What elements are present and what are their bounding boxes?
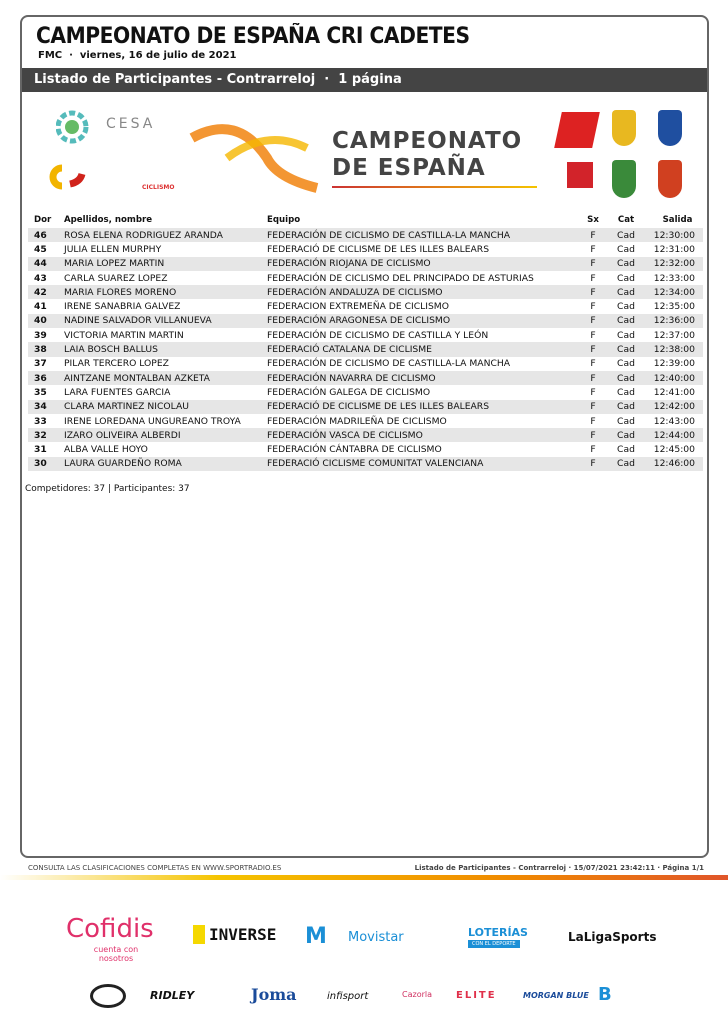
cell-sex: F	[590, 386, 596, 398]
cell-cat: Cad	[617, 229, 635, 241]
comunidad-madrid-logo	[567, 162, 593, 188]
movistar-logo: Movistar	[348, 930, 404, 945]
swoosh-graphic	[187, 118, 327, 198]
cell-name: ALBA VALLE HOYO	[64, 444, 148, 456]
cell-cat: Cad	[617, 329, 635, 341]
cell-start: 12:46:00	[653, 458, 695, 470]
table-row	[28, 357, 703, 371]
banner	[22, 100, 707, 200]
banner-title	[332, 128, 522, 182]
page-count: 1 página	[338, 72, 402, 87]
loterias-logo: LOTERÍAS	[468, 926, 528, 939]
cell-name: CARLA SUAREZ LOPEZ	[64, 272, 168, 284]
footer-gradient	[0, 875, 728, 880]
cell-start: 12:45:00	[653, 444, 695, 456]
loterias-tagline: CON EL DEPORTE	[468, 940, 520, 948]
movistar-icon: M	[305, 924, 327, 949]
cell-sex: F	[590, 358, 596, 370]
morgan-blue-logo: MORGAN BLUE	[523, 991, 589, 1000]
cell-team: FEDERACIÓN MADRILEÑA DE CICLISMO	[267, 415, 447, 427]
cell-name: NADINE SALVADOR VILLANUEVA	[64, 315, 212, 327]
cazorla-logo: Cazorla	[402, 990, 432, 999]
cell-dor: 35	[34, 386, 47, 398]
event-date: viernes, 16 de julio de 2021	[79, 50, 237, 61]
cell-cat: Cad	[617, 358, 635, 370]
toyota-logo	[90, 984, 126, 1008]
table-row	[28, 314, 703, 328]
elite-logo: ELITE	[456, 990, 497, 1001]
ciclismo-logo: CICLISMO	[142, 184, 175, 191]
table-row	[28, 328, 703, 342]
table-row	[28, 285, 703, 299]
cell-name: ROSA ELENA RODRIGUEZ ARANDA	[64, 229, 223, 241]
cell-name: LAIA BOSCH BALLUS	[64, 344, 158, 356]
cell-dor: 44	[34, 258, 47, 270]
cell-start: 12:41:00	[653, 386, 695, 398]
cell-start: 12:30:00	[653, 229, 695, 241]
cell-dor: 38	[34, 344, 47, 356]
cell-team: FEDERACIÓN CÁNTABRA DE CICLISMO	[267, 444, 442, 456]
cell-dor: 34	[34, 401, 47, 413]
joma-logo: Joma	[251, 985, 297, 1004]
cell-name: AINTZANE MONTALBAN AZKETA	[64, 372, 210, 384]
cell-name: LAURA GUARDEÑO ROMA	[64, 458, 182, 470]
cell-sex: F	[590, 372, 596, 384]
csd-logo	[48, 162, 108, 192]
cofidis-logo: Cofidis	[66, 914, 154, 944]
cell-start: 12:36:00	[653, 315, 695, 327]
cell-sex: F	[590, 315, 596, 327]
cell-sex: F	[590, 272, 596, 284]
infisport-logo: infisport	[327, 991, 369, 1002]
coat-of-arms-icon	[612, 160, 636, 198]
cell-sex: F	[590, 401, 596, 413]
cell-cat: Cad	[617, 301, 635, 313]
cell-sex: F	[590, 243, 596, 255]
cell-start: 12:37:00	[653, 329, 695, 341]
table-row	[28, 257, 703, 271]
col-cat: Cat	[617, 215, 635, 225]
cell-start: 12:44:00	[653, 429, 695, 441]
cell-team: FEDERACION EXTREMEÑA DE CICLISMO	[267, 301, 449, 313]
cell-cat: Cad	[617, 286, 635, 298]
list-title: Listado de Participantes - Contrarreloj	[34, 72, 316, 87]
cell-cat: Cad	[617, 444, 635, 456]
coat-of-arms-icon	[658, 160, 682, 198]
cell-name: JULIA ELLEN MURPHY	[64, 243, 162, 255]
cell-team: FEDERACIÓ DE CICLISME DE LES ILLES BALEARS	[267, 243, 490, 255]
table-row	[28, 428, 703, 442]
cell-cat: Cad	[617, 315, 635, 327]
cell-cat: Cad	[617, 258, 635, 270]
cell-dor: 39	[34, 329, 47, 341]
participants-table	[28, 212, 703, 471]
cell-dor: 40	[34, 315, 47, 327]
col-name: Apellidos, nombre	[64, 215, 153, 225]
table-row	[28, 371, 703, 385]
cell-sex: F	[590, 344, 596, 356]
coat-of-arms-icon	[612, 110, 636, 146]
table-row	[28, 400, 703, 414]
cell-team: FEDERACIÓN DE CICLISMO DE CASTILLA-LA MANCHA	[267, 229, 511, 241]
table-row	[28, 414, 703, 428]
footer-left: CONSULTA LAS CLASIFICACIONES COMPLETAS EN WWW.SPORTRADIO.ES	[28, 864, 282, 872]
cell-team: FEDERACIÓ CATALANA DE CICLISME	[267, 344, 432, 356]
table-row	[28, 228, 703, 242]
cell-name: MARIA FLORES MORENO	[64, 286, 177, 298]
cell-sex: F	[590, 444, 596, 456]
subtitle: FMC · viernes, 16 de julio de 2021	[38, 50, 237, 61]
cell-name: IZARO OLIVEIRA ALBERDI	[64, 429, 181, 441]
cell-cat: Cad	[617, 243, 635, 255]
cofidis-tagline: cuenta con nosotros	[93, 945, 139, 963]
fmc-logo	[554, 112, 600, 148]
cell-cat: Cad	[617, 272, 635, 284]
cell-dor: 36	[34, 372, 47, 384]
cell-team: FEDERACIÓN ANDALUZA DE CICLISMO	[267, 286, 443, 298]
cell-sex: F	[590, 458, 596, 470]
cell-start: 12:40:00	[653, 372, 695, 384]
footer-right: Listado de Participantes - Contrarreloj · 15/07/2021 23:42:11 · Página 1/1	[414, 864, 704, 872]
table-row	[28, 457, 703, 471]
cell-team: FEDERACIÓ DE CICLISME DE LES ILLES BALEARS	[267, 401, 490, 413]
banner-underline	[332, 186, 537, 188]
cell-start: 12:33:00	[653, 272, 695, 284]
cell-name: IRENE LOREDANA UNGUREANO TROYA	[64, 415, 241, 427]
cell-start: 12:31:00	[653, 243, 695, 255]
cell-dor: 43	[34, 272, 47, 284]
cell-start: 12:35:00	[653, 301, 695, 313]
cell-team: FEDERACIÓN DE CICLISMO DE CASTILLA-LA MANCHA	[267, 358, 511, 370]
cell-sex: F	[590, 258, 596, 270]
cell-name: IRENE SANABRIA GALVEZ	[64, 301, 181, 313]
cell-team: FEDERACIÓN DE CICLISMO DE CASTILLA Y LEÓN	[267, 329, 489, 341]
cell-dor: 37	[34, 358, 47, 370]
coat-of-arms-icon	[658, 110, 682, 146]
cell-start: 12:32:00	[653, 258, 695, 270]
cell-cat: Cad	[617, 458, 635, 470]
cell-team: FEDERACIÓN NAVARRA DE CICLISMO	[267, 372, 436, 384]
cell-team: FEDERACIÓN GALEGA DE CICLISMO	[267, 386, 431, 398]
section-bar: Listado de Participantes - Contrarreloj · 1 página	[22, 68, 707, 92]
cell-start: 12:42:00	[653, 401, 695, 413]
col-start: Salida	[662, 215, 693, 225]
cell-cat: Cad	[617, 386, 635, 398]
cell-dor: 41	[34, 301, 47, 313]
table-row	[28, 271, 703, 285]
cell-team: FEDERACIÓ CICLISME COMUNITAT VALENCIANA	[267, 458, 484, 470]
cell-start: 12:38:00	[653, 344, 695, 356]
cell-name: VICTORIA MARTIN MARTIN	[64, 329, 184, 341]
cell-team: FEDERACIÓN VASCA DE CICLISMO	[267, 429, 423, 441]
cell-sex: F	[590, 301, 596, 313]
table-row	[28, 342, 703, 356]
cell-sex: F	[590, 429, 596, 441]
inverse-logo: INVERSE	[193, 925, 276, 944]
col-sex: Sx	[587, 215, 599, 225]
cell-dor: 42	[34, 286, 47, 298]
cell-sex: F	[590, 229, 596, 241]
cell-dor: 33	[34, 415, 47, 427]
organizer: FMC	[38, 50, 63, 61]
cell-name: LARA FUENTES GARCIA	[64, 386, 171, 398]
cell-sex: F	[590, 415, 596, 427]
cell-cat: Cad	[617, 429, 635, 441]
cell-team: FEDERACIÓN DE CICLISMO DEL PRINCIPADO DE ASTURIAS	[267, 272, 534, 284]
table-row	[28, 442, 703, 456]
cell-team: FEDERACIÓN ARAGONESA DE CICLISMO	[267, 315, 451, 327]
cell-cat: Cad	[617, 401, 635, 413]
summary: Competidores: 37 | Participantes: 37	[25, 484, 190, 494]
table-row	[28, 242, 703, 256]
col-team: Equipo	[267, 215, 301, 225]
cell-cat: Cad	[617, 344, 635, 356]
cell-sex: F	[590, 286, 596, 298]
cell-name: MARIA LOPEZ MARTIN	[64, 258, 165, 270]
cell-start: 12:34:00	[653, 286, 695, 298]
laliga-logo: LaLigaSports	[568, 930, 657, 944]
table-header	[28, 212, 703, 228]
banner-line2: DE ESPAÑA	[332, 155, 486, 181]
table-row	[28, 299, 703, 313]
cell-dor: 45	[34, 243, 47, 255]
ridley-logo: RIDLEY	[150, 989, 195, 1002]
cell-dor: 30	[34, 458, 47, 470]
cell-name: PILAR TERCERO LOPEZ	[64, 358, 169, 370]
cell-start: 12:43:00	[653, 415, 695, 427]
cell-dor: 31	[34, 444, 47, 456]
b-travel-logo: B	[598, 984, 612, 1005]
table-row	[28, 385, 703, 399]
cesa-text: CESA	[106, 116, 156, 132]
cell-dor: 46	[34, 229, 47, 241]
cesa-logo	[56, 110, 166, 145]
cell-team: FEDERACIÓN RIOJANA DE CICLISMO	[267, 258, 431, 270]
cell-name: CLARA MARTINEZ NICOLAU	[64, 401, 189, 413]
cell-cat: Cad	[617, 415, 635, 427]
cell-sex: F	[590, 329, 596, 341]
cell-cat: Cad	[617, 372, 635, 384]
cell-dor: 32	[34, 429, 47, 441]
col-dor: Dor	[34, 215, 52, 225]
page-title: CAMPEONATO DE ESPAÑA CRI CADETES	[36, 24, 470, 49]
banner-line1: CAMPEONATO	[332, 128, 523, 154]
cell-start: 12:39:00	[653, 358, 695, 370]
